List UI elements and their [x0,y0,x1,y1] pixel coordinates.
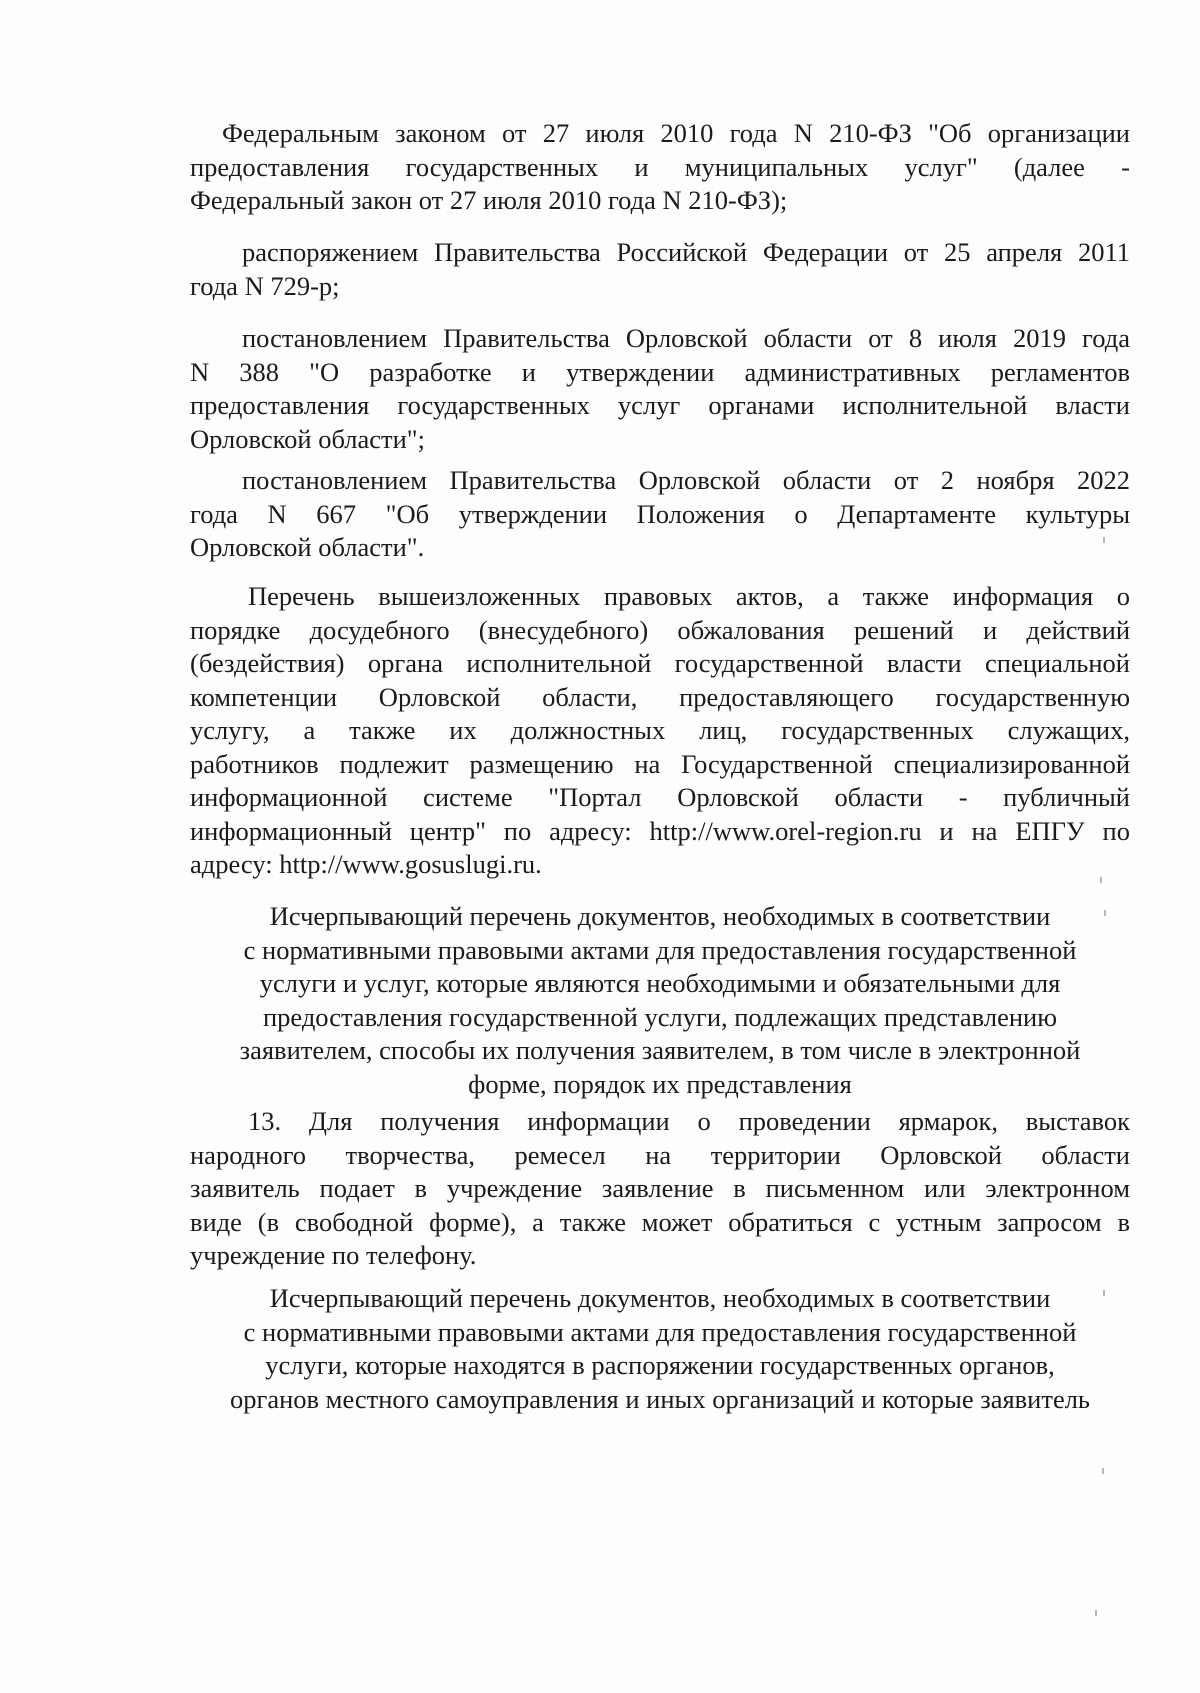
text-line: постановлением Правительства Орловской области от 2 ноября 2022 [242,465,1130,495]
scan-speck [1103,1290,1105,1296]
heading-line: услуги и услуг, которые являются необходимыми и обязательными для [259,968,1061,998]
text-line: адресу: http://www.gosuslugi.ru. [190,849,542,879]
text-line: Орловской области". [190,532,425,562]
scan-speck [1100,877,1102,883]
text-line: года N 729-р; [190,270,340,301]
text-line: информационный центр" по адресу: http://www.orel-region.ru и на ЕПГУ по [190,815,1130,846]
paragraph-resolution-667 [190,464,1130,565]
text-line: информационной системе "Портал Орловской области - публичный [190,782,1130,812]
text-line: работников подлежит размещению на Государственной специализированной [190,748,1130,779]
heading-line: с нормативными правовыми актами для предоставления государственной [243,1316,1077,1347]
heading-line: органов местного самоуправления и иных организаций и которые заявитель [229,1383,1091,1414]
text-line: 13. Для получения информации о проведении ярмарок, выставок [248,1106,1130,1136]
text-line: предоставления государственных услуг органами исполнительной власти [190,390,1130,420]
paragraph-order-729 [190,236,1130,303]
heading-line: Исчерпывающий перечень документов, необходимых в соответствии [269,1283,1051,1313]
heading-line: Исчерпывающий перечень документов, необходимых в соответствии [269,901,1051,931]
text-line: Федеральным законом от 27 июля 2010 года N 210-ФЗ "Об организации [222,118,1130,148]
paragraph-federal-law-210 [190,117,1130,218]
paragraph-list-of-acts [190,580,1130,882]
text-line: года N 667 "Об утверждении Положения о Департаменте культуры [190,498,1130,529]
section-heading-documents-in-possession [190,1282,1130,1416]
text-line: услугу, а также их должностных лиц, государственных служащих, [190,715,1130,745]
text-line: (бездействия) органа исполнительной государственной власти специальной [190,648,1130,678]
paragraph-resolution-388 [190,322,1130,456]
text-line: Федеральный закон от 27 июля 2010 года N 210-ФЗ); [190,185,788,215]
text-line: Орловской области"; [190,423,425,454]
section-heading-documents-list [190,900,1130,1101]
text-line: компетенции Орловской области, предоставляющего государственную [190,681,1130,712]
heading-line: форме, порядок их представления [468,1068,852,1099]
text-line: народного творчества, ремесел на территории Орловской области [190,1139,1130,1170]
text-line: учреждение по телефону. [190,1240,477,1270]
text-line: порядке досудебного (внесудебного) обжалования решений и действий [190,614,1130,645]
heading-line: услуги, которые находятся в распоряжении государственных органов, [265,1350,1055,1380]
text-line: распоряжением Правительства Российской Федерации от 25 апреля 2011 [242,237,1130,267]
heading-line: заявителем, способы их получения заявителем, в том числе в электронной [239,1035,1081,1065]
scan-speck [1103,537,1105,543]
heading-line: с нормативными правовыми актами для предоставления государственной [243,934,1077,965]
heading-line: предоставления государственной услуги, подлежащих представлению [262,1001,1057,1032]
text-line: виде (в свободной форме), а также может обратиться с устным запросом в [190,1206,1130,1237]
text-line: заявитель подает в учреждение заявление в письменном или электронном [190,1173,1130,1203]
scan-speck [1104,910,1106,916]
paragraph-13 [190,1105,1130,1273]
text-line: N 388 "О разработке и утверждении административных регламентов [190,356,1130,387]
scan-speck [1102,1468,1104,1474]
scan-speck [1095,1610,1097,1616]
text-line: предоставления государственных и муниципальных услуг" (далее - [190,151,1130,182]
text-line: Перечень вышеизложенных правовых актов, а также информация о [248,581,1130,611]
text-line: постановлением Правительства Орловской области от 8 июля 2019 года [242,323,1130,353]
